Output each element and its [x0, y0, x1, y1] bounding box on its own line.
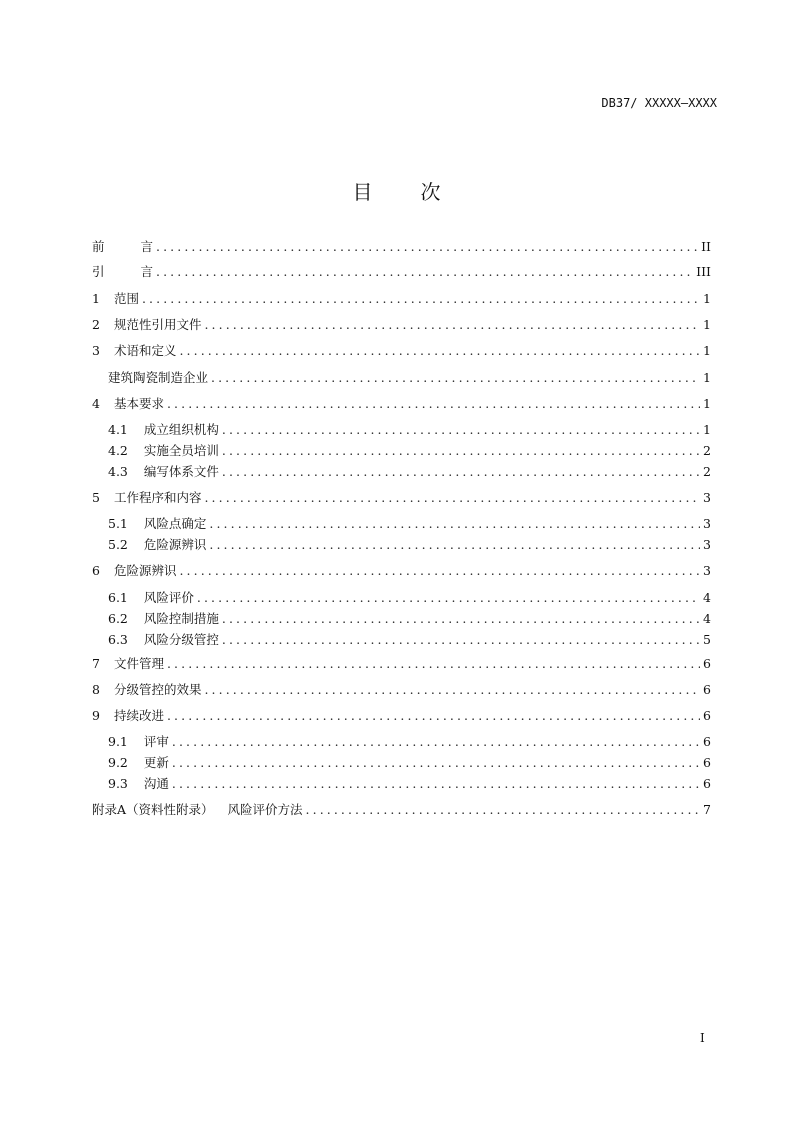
toc-label: 基本要求 [113, 396, 164, 411]
dot-leader [222, 463, 700, 481]
toc-label: 文件管理 [113, 656, 164, 671]
dot-leader [306, 801, 701, 819]
toc-label: 评审 [143, 734, 169, 749]
toc-page: 2 [703, 464, 711, 479]
toc-page: 3 [703, 490, 711, 505]
dot-leader [156, 238, 698, 256]
toc-entry-appendix-a[interactable] [92, 801, 711, 819]
toc-label: 风险点确定 [143, 516, 207, 531]
title-char: 次 [420, 180, 441, 204]
toc-page: 3 [703, 516, 711, 531]
toc-label: 工作程序和内容 [113, 490, 202, 505]
toc-number: 5.1 [108, 516, 128, 531]
toc-label: 危险源辨识 [113, 563, 177, 578]
toc-page: 1 [703, 370, 711, 385]
toc-label: 前 [92, 239, 105, 254]
dot-leader [209, 515, 700, 533]
dot-leader [204, 316, 700, 334]
toc-number: 7 [92, 656, 100, 671]
toc-number: 6.3 [108, 632, 128, 647]
toc-entry[interactable] [92, 316, 711, 334]
toc-page: 3 [703, 537, 711, 552]
toc-label: 范围 [113, 291, 139, 306]
toc-label: 编写体系文件 [143, 464, 219, 479]
toc-number: 9.3 [108, 776, 128, 791]
toc-page: 1 [703, 317, 711, 332]
dot-leader [222, 610, 700, 628]
toc-number: 8 [92, 682, 100, 697]
toc-number: 3 [92, 343, 100, 358]
toc-entry[interactable] [92, 489, 711, 507]
toc-number: 9.1 [108, 734, 128, 749]
toc-entry[interactable] [92, 655, 711, 673]
toc-entry[interactable] [92, 681, 711, 699]
toc-number: 4.2 [108, 443, 128, 458]
toc-page: 2 [703, 443, 711, 458]
toc-number: 1 [92, 291, 100, 306]
toc-label: 风险控制措施 [143, 611, 219, 626]
toc-entry[interactable] [92, 290, 711, 308]
toc-number: 6 [92, 563, 100, 578]
toc-number: 4.1 [108, 422, 128, 437]
toc-number: 5.2 [108, 537, 128, 552]
dot-leader [179, 562, 700, 580]
document-code: DB37/ XXXXX—XXXX [601, 96, 717, 110]
toc-entry[interactable] [108, 754, 711, 772]
toc-page: 1 [703, 422, 711, 437]
toc-entry[interactable] [92, 562, 711, 580]
toc-page: 3 [703, 563, 711, 578]
toc-label: 言 [140, 264, 154, 279]
toc-page: 1 [703, 343, 711, 358]
dot-leader [204, 681, 700, 699]
toc-page: 6 [703, 708, 711, 723]
dot-leader [142, 290, 700, 308]
toc-page: 4 [703, 590, 711, 605]
toc-number: 9 [92, 708, 100, 723]
toc-entry[interactable] [108, 442, 711, 460]
toc-entry-foreword[interactable] [92, 238, 711, 256]
toc-label: 更新 [143, 755, 169, 770]
toc-entry[interactable] [108, 536, 711, 554]
toc-label: 规范性引用文件 [113, 317, 202, 332]
toc-page: III [696, 264, 711, 279]
toc-entry[interactable] [108, 369, 711, 387]
toc-page: 1 [703, 291, 711, 306]
toc-page: 5 [703, 632, 711, 647]
dot-leader [172, 754, 700, 772]
toc-page: 7 [703, 802, 711, 817]
toc-entry[interactable] [92, 707, 711, 725]
toc-page: II [701, 239, 711, 254]
toc-number: 4 [92, 396, 100, 411]
toc-label: 持续改进 [113, 708, 164, 723]
dot-leader [197, 589, 700, 607]
toc-number: 9.2 [108, 755, 128, 770]
dot-leader [167, 395, 700, 413]
dot-leader [204, 489, 700, 507]
toc-number: 2 [92, 317, 100, 332]
toc-entry[interactable] [92, 395, 711, 413]
toc-entry[interactable] [108, 733, 711, 751]
toc-number: 6.2 [108, 611, 128, 626]
toc-label: 危险源辨识 [143, 537, 207, 552]
toc-number: 5 [92, 490, 100, 505]
toc-label: 引 [92, 264, 105, 279]
toc-entry[interactable] [108, 515, 711, 533]
toc-label: 成立组织机构 [143, 422, 219, 437]
toc-entry[interactable] [108, 775, 711, 793]
toc-label: 风险分级管控 [143, 632, 219, 647]
dot-leader [222, 442, 700, 460]
toc-label: 分级管控的效果 [113, 682, 202, 697]
toc-entry[interactable] [108, 610, 711, 628]
toc-label: 建筑陶瓷制造企业 [108, 370, 209, 385]
toc-entry[interactable] [108, 589, 711, 607]
toc-number: 附录A（资料性附录） [92, 802, 214, 817]
toc-page: 6 [703, 734, 711, 749]
toc-label: 沟通 [143, 776, 169, 791]
toc-number: 6.1 [108, 590, 128, 605]
toc-number: 4.3 [108, 464, 128, 479]
toc-page: 1 [703, 396, 711, 411]
toc-label: 实施全员培训 [143, 443, 219, 458]
toc-entry[interactable] [108, 463, 711, 481]
toc-page: 4 [703, 611, 711, 626]
toc-entry[interactable] [108, 631, 711, 649]
dot-leader [167, 707, 700, 725]
dot-leader [222, 421, 700, 439]
dot-leader [167, 655, 700, 673]
dot-leader [156, 263, 693, 281]
toc-page: 6 [703, 776, 711, 791]
dot-leader [172, 733, 700, 751]
page-number: I [700, 1031, 705, 1045]
toc-label: 术语和定义 [113, 343, 177, 358]
toc-page: 6 [703, 656, 711, 671]
toc-page: 6 [703, 755, 711, 770]
toc-entry[interactable] [92, 342, 711, 360]
title-char: 目 [352, 180, 373, 204]
dot-leader [211, 369, 700, 387]
toc-entry-introduction[interactable] [92, 263, 711, 281]
toc-entry[interactable] [108, 421, 711, 439]
page-title [0, 176, 793, 205]
dot-leader [172, 775, 700, 793]
toc-label: 风险评价方法 [227, 802, 303, 817]
dot-leader [179, 342, 700, 360]
toc-label: 言 [140, 239, 154, 254]
toc-page: 6 [703, 682, 711, 697]
dot-leader [222, 631, 700, 649]
dot-leader [209, 536, 700, 554]
toc-label: 风险评价 [143, 590, 194, 605]
